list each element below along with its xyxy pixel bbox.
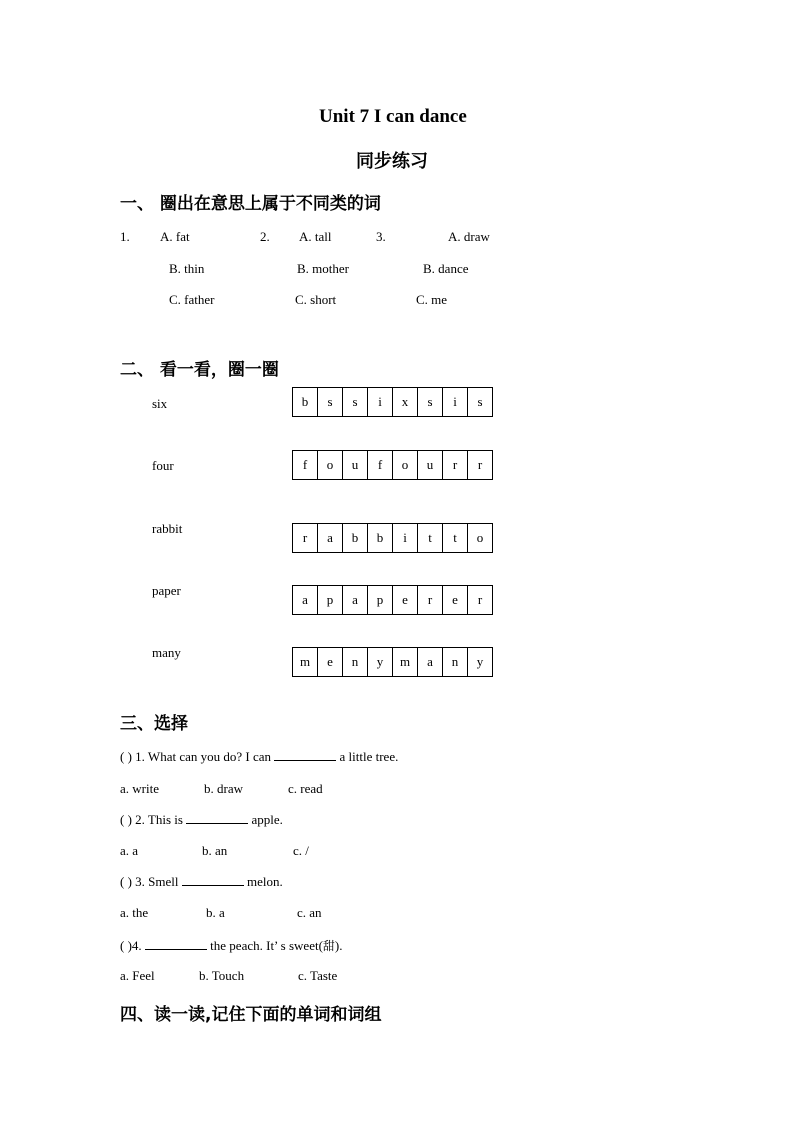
letter-cell[interactable]: x	[393, 387, 418, 417]
question-text: ( ) 1. What can you do? I can	[120, 749, 275, 764]
letter-cell[interactable]: y	[468, 647, 493, 677]
answer-blank[interactable]	[186, 812, 248, 824]
q2-option-a: A. tall	[299, 229, 332, 244]
q3-choice-a: a. the	[120, 905, 149, 920]
q1-choice-c: c. read	[288, 781, 323, 796]
q1-choice-a: a. write	[120, 781, 159, 796]
letter-grid-many	[292, 647, 493, 677]
letter-grid-four	[292, 450, 493, 480]
letter-cell[interactable]: n	[443, 647, 468, 677]
section2-heading: 二、 看一看，圈一圈	[120, 360, 279, 380]
letter-grid-six	[292, 387, 493, 417]
letter-cell[interactable]: b	[293, 387, 318, 417]
letter-cell[interactable]: r	[468, 450, 493, 480]
letter-cell[interactable]: o	[393, 450, 418, 480]
letter-cell[interactable]: a	[418, 647, 443, 677]
letter-cell[interactable]: s	[343, 387, 368, 417]
choice-question-4	[120, 937, 343, 954]
answer-blank[interactable]	[145, 938, 207, 950]
question-text: a little tree.	[336, 749, 399, 764]
q2-choice-c: c. /	[293, 843, 309, 858]
letter-cell[interactable]: i	[443, 387, 468, 417]
grid-word-many: many	[152, 645, 181, 660]
q1-option-b: B. thin	[169, 261, 205, 276]
letter-cell[interactable]: s	[468, 387, 493, 417]
letter-cell[interactable]: o	[318, 450, 343, 480]
question-text: the peach. It’ s sweet(	[206, 938, 323, 953]
letter-cell[interactable]: o	[468, 523, 493, 553]
q3-option-b: B. dance	[423, 261, 469, 276]
grid-word-rabbit: rabbit	[152, 521, 183, 536]
q2-option-b: B. mother	[297, 261, 349, 276]
q2-choice-a: a. a	[120, 843, 139, 858]
section1-heading: 一、 圈出在意思上属于不同类的词	[120, 194, 381, 214]
letter-grid-rabbit	[292, 523, 493, 553]
question-text: ).	[334, 938, 343, 953]
q3-option-c: C. me	[416, 292, 448, 307]
section4-heading: 四、读一读,记住下面的单词和词组	[120, 1005, 382, 1025]
question-text: melon.	[243, 874, 283, 889]
letter-cell[interactable]: r	[443, 450, 468, 480]
q3-choice-c: c. an	[297, 905, 322, 920]
answer-blank[interactable]	[182, 874, 244, 886]
letter-cell[interactable]: s	[418, 387, 443, 417]
letter-cell[interactable]: a	[293, 585, 318, 615]
letter-cell[interactable]: m	[293, 647, 318, 677]
grid-word-six: six	[152, 396, 168, 411]
question-text: ( ) 3. Smell	[120, 874, 182, 889]
letter-cell[interactable]: p	[318, 585, 343, 615]
letter-cell[interactable]: t	[443, 523, 468, 553]
letter-cell[interactable]: s	[318, 387, 343, 417]
letter-cell[interactable]: u	[418, 450, 443, 480]
letter-cell[interactable]: m	[393, 647, 418, 677]
letter-cell[interactable]: y	[368, 647, 393, 677]
q2-choice-b: b. an	[202, 843, 228, 858]
letter-cell[interactable]: r	[418, 585, 443, 615]
q1-choice-b: b. draw	[204, 781, 243, 796]
q1-number: 1.	[120, 229, 130, 244]
section3-heading: 三、选择	[120, 714, 188, 734]
q1-option-a: A. fat	[160, 229, 190, 244]
grid-word-four: four	[152, 458, 174, 473]
question-text: apple.	[248, 812, 283, 827]
letter-cell[interactable]: i	[393, 523, 418, 553]
letter-cell[interactable]: b	[343, 523, 368, 553]
letter-cell[interactable]: f	[368, 450, 393, 480]
q3-option-a: A. draw	[448, 229, 490, 244]
q4-choice-b: b. Touch	[199, 968, 245, 983]
q4-choice-c: c. Taste	[298, 968, 338, 983]
choice-question-2	[120, 812, 283, 828]
letter-cell[interactable]: f	[293, 450, 318, 480]
letter-cell[interactable]: u	[343, 450, 368, 480]
letter-cell[interactable]: n	[343, 647, 368, 677]
question-text-chinese: 甜	[322, 939, 335, 953]
answer-blank[interactable]	[274, 749, 336, 761]
q3-choice-b: b. a	[206, 905, 225, 920]
letter-cell[interactable]: e	[318, 647, 343, 677]
letter-cell[interactable]: e	[393, 585, 418, 615]
q3-number: 3.	[376, 229, 386, 244]
choice-question-3	[120, 874, 283, 890]
q1-option-c: C. father	[169, 292, 215, 307]
letter-cell[interactable]: a	[318, 523, 343, 553]
letter-cell[interactable]: r	[468, 585, 493, 615]
q2-option-c: C. short	[295, 292, 337, 307]
page-subtitle: 同步练习	[356, 151, 428, 172]
q4-choice-a: a. Feel	[120, 968, 155, 983]
question-text: ( ) 2. This is	[120, 812, 187, 827]
choice-question-1	[120, 749, 398, 765]
letter-cell[interactable]: r	[293, 523, 318, 553]
q2-number: 2.	[260, 229, 270, 244]
letter-cell[interactable]: e	[443, 585, 468, 615]
letter-cell[interactable]: b	[368, 523, 393, 553]
letter-cell[interactable]: i	[368, 387, 393, 417]
grid-word-paper: paper	[152, 583, 181, 598]
letter-cell[interactable]: t	[418, 523, 443, 553]
letter-grid-paper	[292, 585, 493, 615]
question-text: ( )4.	[120, 938, 145, 953]
page-title: Unit 7 I can dance	[319, 106, 467, 127]
letter-cell[interactable]: a	[343, 585, 368, 615]
letter-cell[interactable]: p	[368, 585, 393, 615]
